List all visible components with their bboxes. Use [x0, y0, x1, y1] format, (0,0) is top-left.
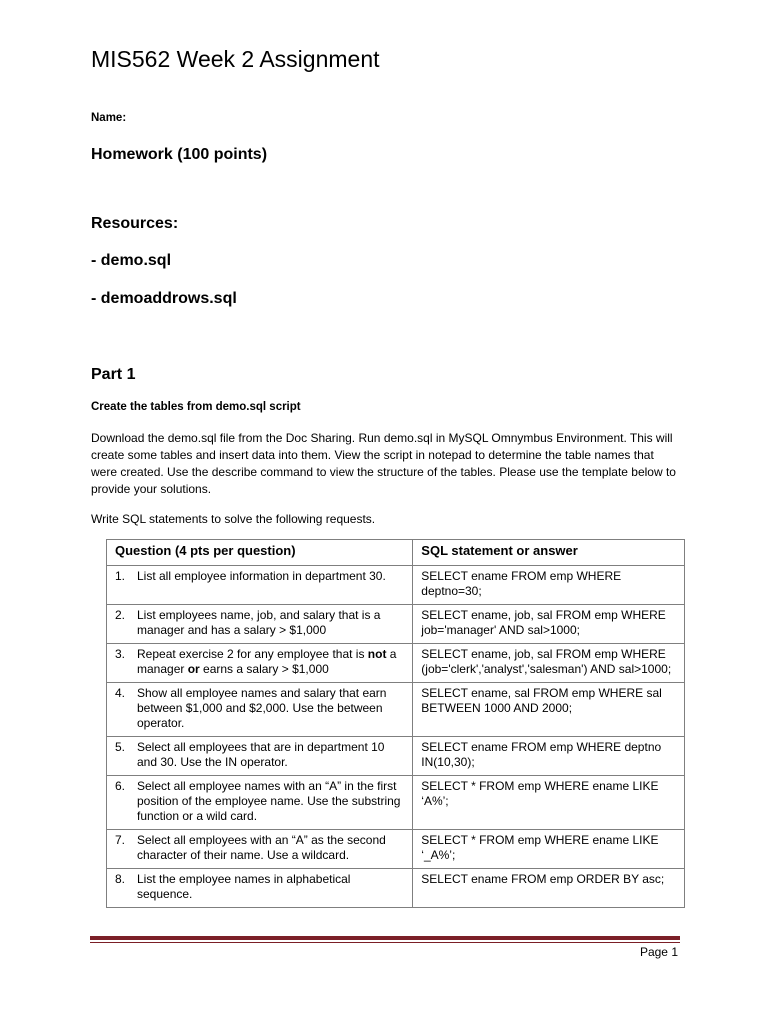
- question-text: Select all employee names with an “A” in the first position of the employee name. Use the substring function or a wild card.: [137, 779, 401, 823]
- question-number: 6.: [115, 779, 126, 793]
- emphasis-not: not: [367, 647, 387, 661]
- question-number: 5.: [115, 740, 126, 754]
- question-text: List all employee information in department 30.: [137, 569, 386, 583]
- question-text: List employees name, job, and salary that is a manager and has a salary > $1,000: [137, 608, 381, 637]
- question-cell: [107, 683, 413, 737]
- emphasis-or: or: [187, 662, 200, 676]
- resource-item-demoaddrows: - demoaddrows.sql: [91, 290, 237, 307]
- part-heading: Part 1: [91, 366, 136, 383]
- homework-heading: Homework (100 points): [91, 146, 268, 163]
- question-number: 3.: [115, 647, 126, 661]
- answer-cell: SELECT ename, sal FROM emp WHERE sal BETWEEN 1000 AND 2000;: [413, 683, 685, 737]
- question-number: 4.: [115, 686, 126, 700]
- question-text: List the employee names in alphabetical sequence.: [137, 872, 351, 901]
- resource-item-demo: - demo.sql: [91, 252, 172, 269]
- question-column-header: Question (4 pts per question): [107, 540, 413, 566]
- page-number: Page 1: [639, 945, 678, 959]
- question-text: Select all employees with an “A” as the second character of their name. Use a wildcard.: [137, 833, 386, 862]
- answer-cell: SELECT ename FROM emp ORDER BY asc;: [413, 869, 685, 908]
- question-cell: [107, 830, 413, 869]
- document-title: MIS562 Week 2 Assignment: [91, 46, 380, 72]
- table-row: [107, 566, 685, 605]
- question-number: 2.: [115, 608, 126, 622]
- answer-cell: SELECT ename, job, sal FROM emp WHERE job='manager' AND sal>1000;: [413, 605, 685, 644]
- question-cell: [107, 776, 413, 830]
- table-row: [107, 605, 685, 644]
- question-text-part: Repeat exercise 2 for any employee that is: [137, 647, 368, 661]
- intro-paragraph: Download the demo.sql file from the Doc Sharing. Run demo.sql in MySQL Omnymbus Environment. This will create some tables and insert data into them. View the script in notepad to determine the table names that were created. Use the describe command to view the structure of the tables. Please use the template below to provide your solutions.: [91, 431, 676, 496]
- section-subheading: Create the tables from demo.sql script: [91, 401, 301, 413]
- question-cell: [107, 737, 413, 776]
- question-text: Show all employee names and salary that earn between $1,000 and $2,000. Use the between operator.: [137, 686, 387, 730]
- answer-cell: SELECT * FROM emp WHERE ename LIKE ‘_A%’;: [413, 830, 685, 869]
- table-row: [107, 683, 685, 737]
- table-row: [107, 869, 685, 908]
- answer-column-header: SQL statement or answer: [413, 540, 685, 566]
- footer-rule-thin: [90, 942, 680, 943]
- instruction-paragraph: Write SQL statements to solve the following requests.: [91, 512, 376, 526]
- question-cell: [107, 566, 413, 605]
- question-text: Select all employees that are in department 10 and 30. Use the IN operator.: [137, 740, 385, 769]
- question-text-part: earns a salary > $1,000: [199, 662, 329, 676]
- questions-table: [106, 539, 685, 908]
- answer-cell: SELECT ename, job, sal FROM emp WHERE (job='clerk','analyst','salesman') AND sal>1000;: [413, 644, 685, 683]
- question-number: 8.: [115, 872, 126, 886]
- answer-cell: SELECT ename FROM emp WHERE deptno=30;: [413, 566, 685, 605]
- question-cell: [107, 644, 413, 683]
- footer-rule-thick: [90, 936, 680, 940]
- resources-heading: Resources:: [91, 215, 179, 232]
- table-row: [107, 776, 685, 830]
- question-cell: [107, 605, 413, 644]
- question-text-part: a manager: [137, 647, 397, 676]
- table-row: [107, 737, 685, 776]
- table-row: [107, 830, 685, 869]
- answer-cell: SELECT ename FROM emp WHERE deptno IN(10,30);: [413, 737, 685, 776]
- table-header-row: [107, 540, 685, 566]
- question-number: 7.: [115, 833, 126, 847]
- question-number: 1.: [115, 569, 126, 583]
- table-row: [107, 644, 685, 683]
- question-text: [137, 647, 406, 677]
- answer-cell: SELECT * FROM emp WHERE ename LIKE ‘A%’;: [413, 776, 685, 830]
- question-cell: [107, 869, 413, 908]
- name-label: Name:: [91, 112, 127, 124]
